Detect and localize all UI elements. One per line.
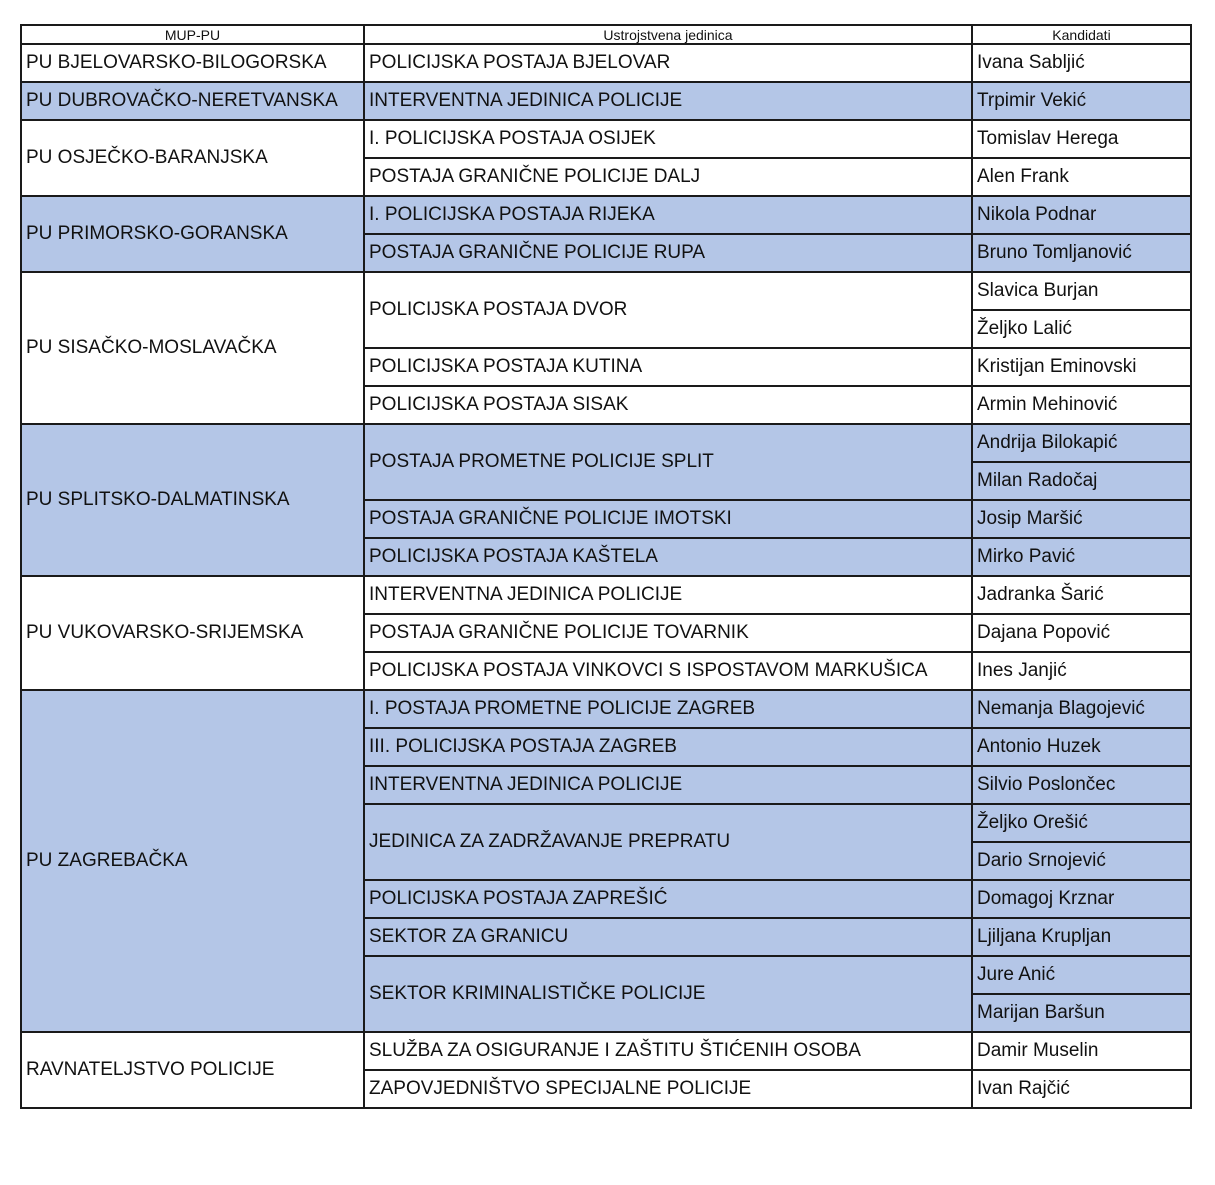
unit-cell: INTERVENTNA JEDINICA POLICIJE bbox=[364, 766, 972, 804]
candidate-cell: Slavica Burjan bbox=[972, 272, 1191, 310]
pu-cell: PU PRIMORSKO-GORANSKA bbox=[21, 196, 364, 272]
candidate-cell: Tomislav Herega bbox=[972, 120, 1191, 158]
unit-cell: POLICIJSKA POSTAJA DVOR bbox=[364, 272, 972, 348]
pu-cell: PU BJELOVARSKO-BILOGORSKA bbox=[21, 44, 364, 82]
table-row bbox=[21, 1032, 1191, 1070]
table-row bbox=[21, 690, 1191, 728]
candidate-cell: Kristijan Eminovski bbox=[972, 348, 1191, 386]
candidate-cell: Andrija Bilokapić bbox=[972, 424, 1191, 462]
unit-cell: POSTAJA GRANIČNE POLICIJE DALJ bbox=[364, 158, 972, 196]
pu-cell: PU ZAGREBAČKA bbox=[21, 690, 364, 1032]
unit-cell: POLICIJSKA POSTAJA BJELOVAR bbox=[364, 44, 972, 82]
pu-cell: PU SPLITSKO-DALMATINSKA bbox=[21, 424, 364, 576]
unit-cell: I. POLICIJSKA POSTAJA OSIJEK bbox=[364, 120, 972, 158]
candidate-cell: Željko Orešić bbox=[972, 804, 1191, 842]
candidate-cell: Damir Muselin bbox=[972, 1032, 1191, 1070]
pu-cell: RAVNATELJSTVO POLICIJE bbox=[21, 1032, 364, 1108]
pu-cell: PU SISAČKO-MOSLAVAČKA bbox=[21, 272, 364, 424]
unit-cell: JEDINICA ZA ZADRŽAVANJE PREPRATU bbox=[364, 804, 972, 880]
candidate-cell: Josip Maršić bbox=[972, 500, 1191, 538]
header-row bbox=[21, 25, 1191, 44]
unit-cell: I. POSTAJA PROMETNE POLICIJE ZAGREB bbox=[364, 690, 972, 728]
candidate-cell: Dajana Popović bbox=[972, 614, 1191, 652]
unit-cell: SLUŽBA ZA OSIGURANJE I ZAŠTITU ŠTIĆENIH OSOBA bbox=[364, 1032, 972, 1070]
candidate-cell: Ivana Sabljić bbox=[972, 44, 1191, 82]
unit-cell: SEKTOR ZA GRANICU bbox=[364, 918, 972, 956]
candidate-cell: Dario Srnojević bbox=[972, 842, 1191, 880]
table-body bbox=[21, 44, 1191, 1108]
candidate-cell: Alen Frank bbox=[972, 158, 1191, 196]
candidate-cell: Nikola Podnar bbox=[972, 196, 1191, 234]
unit-cell: III. POLICIJSKA POSTAJA ZAGREB bbox=[364, 728, 972, 766]
table-row bbox=[21, 82, 1191, 120]
table-row bbox=[21, 576, 1191, 614]
unit-cell: POSTAJA GRANIČNE POLICIJE TOVARNIK bbox=[364, 614, 972, 652]
table-row bbox=[21, 120, 1191, 158]
candidate-cell: Nemanja Blagojević bbox=[972, 690, 1191, 728]
candidate-cell: Domagoj Krznar bbox=[972, 880, 1191, 918]
candidate-cell: Mirko Pavić bbox=[972, 538, 1191, 576]
table-row bbox=[21, 44, 1191, 82]
unit-cell: POSTAJA GRANIČNE POLICIJE RUPA bbox=[364, 234, 972, 272]
unit-cell: POLICIJSKA POSTAJA SISAK bbox=[364, 386, 972, 424]
candidate-cell: Ljiljana Krupljan bbox=[972, 918, 1191, 956]
header-mup-pu: MUP-PU bbox=[21, 25, 364, 44]
unit-cell: POLICIJSKA POSTAJA ZAPREŠIĆ bbox=[364, 880, 972, 918]
candidate-cell: Armin Mehinović bbox=[972, 386, 1191, 424]
unit-cell: ZAPOVJEDNIŠTVO SPECIJALNE POLICIJE bbox=[364, 1070, 972, 1108]
unit-cell: POLICIJSKA POSTAJA VINKOVCI S ISPOSTAVOM MARKUŠICA bbox=[364, 652, 972, 690]
candidate-cell: Bruno Tomljanović bbox=[972, 234, 1191, 272]
candidate-cell: Trpimir Vekić bbox=[972, 82, 1191, 120]
candidates-table bbox=[20, 24, 1192, 1109]
unit-cell: POSTAJA GRANIČNE POLICIJE IMOTSKI bbox=[364, 500, 972, 538]
candidate-cell: Ines Janjić bbox=[972, 652, 1191, 690]
candidate-cell: Antonio Huzek bbox=[972, 728, 1191, 766]
table-row bbox=[21, 424, 1191, 462]
candidate-cell: Silvio Poslončec bbox=[972, 766, 1191, 804]
header-unit: Ustrojstvena jedinica bbox=[364, 25, 972, 44]
table-row bbox=[21, 272, 1191, 310]
candidate-cell: Jure Anić bbox=[972, 956, 1191, 994]
unit-cell: I. POLICIJSKA POSTAJA RIJEKA bbox=[364, 196, 972, 234]
unit-cell: INTERVENTNA JEDINICA POLICIJE bbox=[364, 82, 972, 120]
table-row bbox=[21, 196, 1191, 234]
unit-cell: POLICIJSKA POSTAJA KUTINA bbox=[364, 348, 972, 386]
unit-cell: POSTAJA PROMETNE POLICIJE SPLIT bbox=[364, 424, 972, 500]
candidate-cell: Jadranka Šarić bbox=[972, 576, 1191, 614]
candidate-cell: Ivan Rajčić bbox=[972, 1070, 1191, 1108]
pu-cell: PU VUKOVARSKO-SRIJEMSKA bbox=[21, 576, 364, 690]
unit-cell: INTERVENTNA JEDINICA POLICIJE bbox=[364, 576, 972, 614]
pu-cell: PU OSJEČKO-BARANJSKA bbox=[21, 120, 364, 196]
candidate-cell: Marijan Baršun bbox=[972, 994, 1191, 1032]
unit-cell: SEKTOR KRIMINALISTIČKE POLICIJE bbox=[364, 956, 972, 1032]
candidate-cell: Milan Radočaj bbox=[972, 462, 1191, 500]
header-candidates: Kandidati bbox=[972, 25, 1191, 44]
unit-cell: POLICIJSKA POSTAJA KAŠTELA bbox=[364, 538, 972, 576]
pu-cell: PU DUBROVAČKO-NERETVANSKA bbox=[21, 82, 364, 120]
candidate-cell: Željko Lalić bbox=[972, 310, 1191, 348]
